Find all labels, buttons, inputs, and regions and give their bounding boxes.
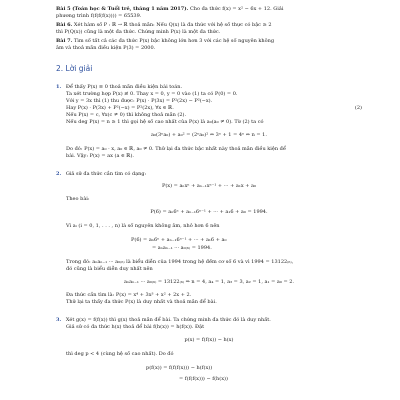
- solution-number: 3.: [56, 317, 62, 323]
- solution-2-vi: Vì aᵢ (i = 0, 1, . . . , n) là số nguyên không âm, nhỏ hơn 6 nên: [66, 223, 220, 229]
- solution-1-line-4: Hay P(x) · P(3x) + P²(−x) = P²(2x), ∀x ∈ ℝ.: [66, 105, 174, 111]
- solution-2-trong: Trong đó: aₙaₙ₋₁ ··· a₀₍₆₎ là biểu diễn của 1994 trong hệ đếm cơ số 6 và vì 1994 = 13122₍₆₎,: [66, 259, 294, 265]
- solution-2-da: Đa thức cần tìm là: P(x) = x⁴ + 3x³ + x² + 2x + 2.: [66, 292, 192, 298]
- problem-6-line-2: thì P(Q(x)) cũng là một đa thức. Chứng minh P(x) là một đa thức.: [56, 29, 221, 35]
- display-equation: p(f(x)) = f(f(f(x))) − h(f(x)): [146, 365, 213, 371]
- display-equation: P(x) = aₙxⁿ + aₙ₋₁xⁿ⁻¹ + ··· + a₁x + a₀: [161, 183, 257, 189]
- solution-3-line-1: [56, 317, 271, 323]
- problem-5-line-1: [56, 6, 283, 12]
- display-equation: p(x) = f(f(x)) − h(x): [184, 337, 234, 343]
- problem-5-line-2: phương trình f(f(f(f(x)))) = 65539.: [56, 13, 142, 19]
- solution-1-line-6: Nếu deg P(x) = n ≥ 1 thì gọi hệ số cao nhất của P(x) là a₀(a₀ ≠ 0). Từ (2) ta có: [66, 119, 264, 125]
- solution-number: 1.: [56, 84, 62, 90]
- problem-label: Bài 5: [56, 6, 71, 12]
- solution-3-then: thì deg p < 4 (cùng hệ số cao nhất). Do đó: [66, 351, 174, 357]
- solution-number: 2.: [56, 171, 62, 177]
- solution-text: Giả sử đa thức cần tìm có dạng:: [65, 171, 147, 177]
- solution-1-line-3: Với y = 3x thì (1) thu được: P(x) · P(3x) = P²(2x) − P²(−x).: [66, 98, 213, 104]
- solution-1-line-8: bài. Vậy: P(x) = ax (a ∈ ℝ).: [66, 153, 135, 159]
- solution-2-thu: Thử lại ta thấy đa thức P(x) là duy nhất và thoả mãn để bài.: [66, 299, 217, 305]
- solution-text: Để thấy P(x) ≡ 0 thoả mãn điều kiện bài toán.: [65, 84, 183, 90]
- display-equation: = aₙaₙ₋₁ ··· a₀₍₆₎ = 1994.: [152, 245, 212, 251]
- display-equation: = f(f(f(x))) − f(h(x)): [179, 376, 228, 382]
- problem-label: Bài 7.: [56, 38, 73, 44]
- display-equation: aₙaₙ₋₁ ··· a₀₍₆₎ = 13122₍₆₎ ⇒ n = 4, a₄ = 1, a₃ = 3, a₂ = 1, a₁ = a₀ = 2.: [124, 279, 294, 285]
- solution-1-line-2: Ta xét trường hợp P(x) ≢ 0. Thay x = 0, y = 0 vào (1) ta có P(0) = 0.: [66, 91, 238, 97]
- problem-text: Cho đa thức f(x) = x² − 6x + 12. Giải: [189, 6, 284, 12]
- display-equation: P(6) = aₙ6ⁿ + aₙ₋₁6ⁿ⁻¹ + ··· + a₁6 + a₀ = 1994.: [150, 209, 268, 215]
- problem-text: Tìm số tất cả các đa thức P(x) bậc không lớn hơn 3 với các hệ số nguyên không: [73, 38, 275, 44]
- problem-source: (Toán học & Tuổi trẻ, tháng 1 năm 2017).: [72, 6, 189, 12]
- problem-6-line-1: [56, 22, 272, 28]
- solution-text: Xét g(x) = f(f(x)) thì g(x) thoả mãn để bài. Ta chứng minh đa thức đó là duy nhất.: [65, 317, 271, 323]
- solution-2-trong-2: đó cũng là biểu diễn duy nhất nên: [66, 266, 153, 272]
- paper-page: [56, 0, 362, 400]
- solution-2-theo: Theo bài:: [66, 196, 90, 202]
- solution-2-line-1: [56, 171, 146, 177]
- problem-7-line-2: âm và thoả mãn điều kiện P(3) = 2000.: [56, 45, 156, 51]
- problem-text: Xét hàm số P : ℝ → ℝ thoả mãn: Nếu Q(x) là đa thức với hệ số thực có bậc ≥ 2: [73, 22, 272, 28]
- display-equation: P(6) = aₙ6ⁿ + aₙ₋₁6ⁿ⁻¹ + ··· + a₁6 + a₀: [131, 237, 227, 243]
- solution-1-line-7: Do đó: P(x) = a₀ · x, a₀ ∈ ℝ, a₀ ≠ 0. Thử lại đa thức bậc nhất này thoả mãn điều kiện để: [66, 146, 286, 152]
- equation-number: (2): [354, 105, 362, 111]
- solution-3-line-2: Giả sử có đa thức h(x) thoả để bài f(h(x)) = h(f(x)). Đặt: [66, 324, 205, 330]
- problem-7-line-1: [56, 38, 274, 44]
- solution-1-line-1: [56, 84, 182, 90]
- solution-1-line-5: Nếu P(x) = c, ∀x(c ≠ 0) thì không thoả mãn (2).: [66, 112, 187, 118]
- problem-label: Bài 6.: [56, 22, 73, 28]
- section-heading: 2. Lời giải: [56, 64, 93, 73]
- display-equation: a₀(3ⁿa₀) + a₀² = (2ⁿa₀)² ⇔ 3ⁿ + 1 = 4ⁿ ⇔ n = 1.: [151, 132, 267, 138]
